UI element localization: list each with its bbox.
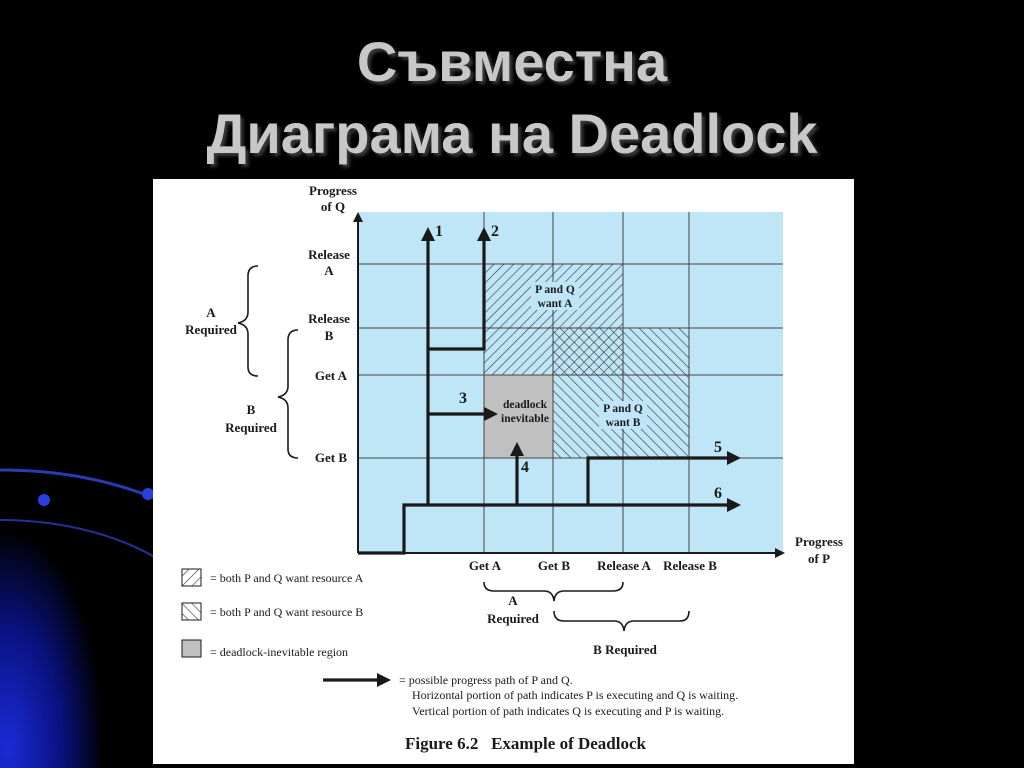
legend-path-line-1: = possible progress path of P and Q. bbox=[399, 673, 573, 687]
legend-deadlock: = deadlock-inevitable region bbox=[210, 645, 349, 659]
y-tick-release-b-1: Release bbox=[308, 311, 350, 326]
x-axis-title-1: Progress bbox=[795, 534, 843, 549]
y-tick-release-a-2: A bbox=[324, 263, 334, 278]
brace-b-required-x-label: B Required bbox=[593, 642, 657, 657]
y-tick-release-b-2: B bbox=[324, 328, 334, 343]
slide-title bbox=[0, 26, 1024, 170]
brace-a-required-y-label-1: A bbox=[206, 305, 216, 320]
figure-caption: Figure 6.2 Example of Deadlock bbox=[405, 734, 646, 753]
y-axis-title-1: Progress bbox=[309, 183, 357, 198]
y-tick-release-a-1: Release bbox=[308, 247, 350, 262]
want-b-label-1: P and Q bbox=[603, 403, 643, 415]
legend-want-b: = both P and Q want resource B bbox=[210, 605, 364, 619]
slide-title-line-1: Съвместна bbox=[356, 30, 668, 93]
deadlock-label-1: deadlock bbox=[502, 399, 548, 411]
legend-path-line-2: Horizontal portion of path indicates P is executing and Q is waiting. bbox=[412, 688, 739, 702]
x-tick-release-a: Release A bbox=[597, 558, 651, 573]
brace-a-required-x bbox=[484, 582, 623, 601]
deadlock-label-2: inevitable bbox=[501, 413, 549, 425]
brace-a-required-x-label-1: A bbox=[508, 593, 518, 608]
y-axis-title-2: of Q bbox=[320, 199, 346, 214]
x-axis-title-2: of P bbox=[807, 551, 831, 566]
deadlock-diagram bbox=[153, 179, 854, 764]
deadlock-figure bbox=[153, 179, 854, 764]
path-number-6: 6 bbox=[714, 485, 722, 502]
region-want-b bbox=[553, 328, 689, 458]
legend-swatch-want-b bbox=[182, 603, 201, 620]
x-tick-get-a: Get A bbox=[468, 558, 502, 573]
want-a-label-2: want A bbox=[537, 298, 573, 310]
want-b-label-2: want B bbox=[605, 417, 641, 429]
path-number-5: 5 bbox=[714, 439, 722, 456]
brace-b-required-y-label-2: Required bbox=[225, 420, 277, 435]
brace-b-required-y-label-1: B bbox=[246, 402, 256, 417]
path-number-4: 4 bbox=[521, 459, 529, 476]
path-number-2: 2 bbox=[491, 223, 499, 240]
brace-a-required-y bbox=[238, 266, 258, 376]
legend-swatch-deadlock bbox=[182, 640, 201, 657]
slide-title-line-2: Диаграма на Deadlock bbox=[206, 102, 818, 165]
legend-path-line-3: Vertical portion of path indicates Q is executing and P is waiting. bbox=[412, 704, 725, 718]
want-a-label-1: P and Q bbox=[535, 284, 575, 296]
brace-b-required-y bbox=[278, 330, 298, 458]
brace-b-required-x bbox=[554, 611, 689, 631]
y-tick-get-a: Get A bbox=[314, 368, 348, 383]
x-tick-get-b: Get B bbox=[537, 558, 571, 573]
path-number-1: 1 bbox=[435, 223, 443, 240]
brace-a-required-y-label-2: Required bbox=[185, 322, 237, 337]
path-number-3: 3 bbox=[459, 390, 467, 407]
brace-a-required-x-label-2: Required bbox=[487, 611, 539, 626]
legend-want-a: = both P and Q want resource A bbox=[210, 571, 364, 585]
y-tick-get-b: Get B bbox=[314, 450, 348, 465]
x-tick-release-b: Release B bbox=[663, 558, 717, 573]
legend-swatch-want-a bbox=[182, 569, 201, 586]
